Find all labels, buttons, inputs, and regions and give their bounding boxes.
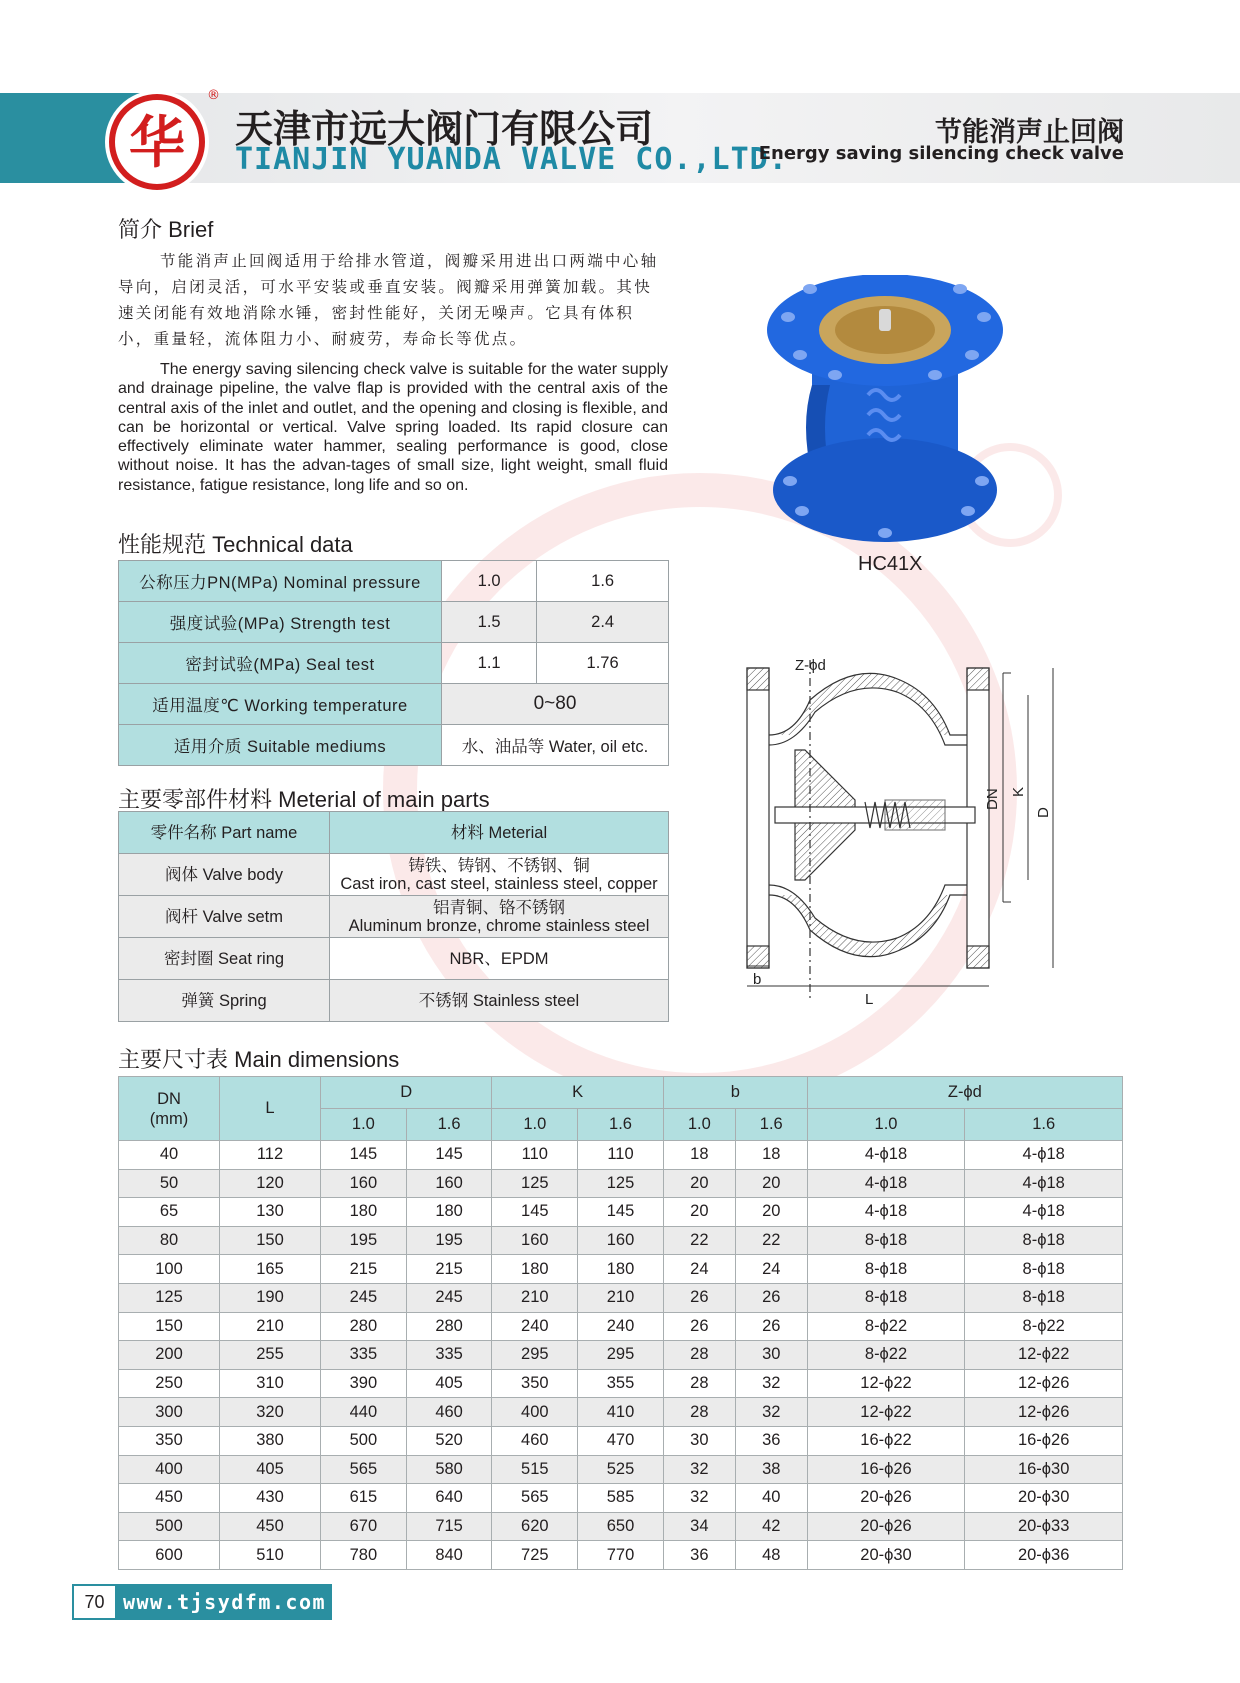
product-title-cn: 节能消声止回阀 [935,117,1124,148]
table-cell: 8-ϕ18 [965,1283,1123,1312]
dim-d: D [1035,807,1052,818]
table-cell: 280 [406,1312,492,1341]
table-cell: 380 [220,1426,321,1455]
table-cell: 40 [735,1484,807,1513]
table-cell: 320 [220,1398,321,1427]
table-cell: 210 [492,1283,578,1312]
table-cell: 16-ϕ26 [965,1426,1123,1455]
table-row [119,1198,1123,1227]
table-cell: 160 [492,1226,578,1255]
dim-l: L [865,991,874,1008]
table-cell: 335 [406,1341,492,1370]
technical-label: 适用温度℃ Working temperature [119,684,442,725]
table-cell: 26 [735,1312,807,1341]
table-cell: 42 [735,1512,807,1541]
table-cell: 585 [578,1484,664,1513]
table-cell: 30 [735,1341,807,1370]
table-cell: 350 [119,1426,220,1455]
table-cell: 12-ϕ22 [807,1398,965,1427]
table-cell: 515 [492,1455,578,1484]
table-cell: 255 [220,1341,321,1370]
table-cell: 112 [220,1141,321,1170]
table-cell: 620 [492,1512,578,1541]
table-cell: 4-ϕ18 [965,1141,1123,1170]
table-cell: 310 [220,1369,321,1398]
table-cell: 295 [578,1341,664,1370]
material-en: Cast iron, cast steel, stainless steel, copper [340,874,658,893]
table-row [119,1484,1123,1513]
material-cell [330,896,669,938]
material-cell: 不锈钢 Stainless steel [330,980,669,1022]
part-name: 阀杆 Valve setm [119,896,330,938]
table-cell: 405 [220,1455,321,1484]
header-pn: 1.6 [578,1109,664,1141]
table-cell: 110 [492,1141,578,1170]
table-cell: 400 [119,1455,220,1484]
table-cell: 150 [119,1312,220,1341]
table-row [119,1141,1123,1170]
material-cell: NBR、EPDM [330,938,669,980]
table-cell: 4-ϕ18 [807,1141,965,1170]
technical-value: 1.76 [537,643,669,684]
table-row [119,1255,1123,1284]
technical-value: 1.6 [537,561,669,602]
table-cell: 195 [321,1226,407,1255]
table-row [119,1426,1123,1455]
table-cell: 32 [663,1455,735,1484]
table-cell: 125 [492,1169,578,1198]
table-cell: 125 [119,1283,220,1312]
table-cell: 32 [663,1484,735,1513]
dim-b: b [753,971,762,988]
material-en: Aluminum bronze, chrome stainless steel [348,916,650,935]
table-cell: 160 [406,1169,492,1198]
table-row [119,725,669,766]
table-cell: 280 [321,1312,407,1341]
table-cell: 640 [406,1484,492,1513]
table-cell: 430 [220,1484,321,1513]
table-cell: 24 [663,1255,735,1284]
table-cell: 20 [735,1198,807,1227]
header-k: K [492,1077,663,1109]
table-header-row [119,1077,1123,1109]
table-cell: 28 [663,1398,735,1427]
table-cell: 215 [321,1255,407,1284]
table-row [119,1312,1123,1341]
table-cell: 8-ϕ18 [965,1255,1123,1284]
table-row [119,938,669,980]
material-header: 材料 Meterial [330,812,669,854]
technical-label: 适用介质 Suitable mediums [119,725,442,766]
table-cell: 715 [406,1512,492,1541]
brief-text-cn: 节能消声止回阀适用于给排水管道，阀瓣采用进出口两端中心轴导向，启闭灵活，可水平安装或垂直安装。阀瓣采用弹簧加载。其快速关闭能有效地消除水锤，密封性能好，关闭无噪声。它具有体积小，重量轻，流体阻力小、耐疲劳，寿命长等优点。 [118,252,659,348]
table-cell: 8-ϕ18 [965,1226,1123,1255]
table-cell: 130 [220,1198,321,1227]
table-row [119,643,669,684]
table-cell: 16-ϕ22 [807,1426,965,1455]
table-row [119,1369,1123,1398]
header-d: D [321,1077,492,1109]
table-cell: 470 [578,1426,664,1455]
table-cell: 160 [578,1226,664,1255]
logo-char: 华 [129,111,185,176]
header-pn: 1.6 [965,1109,1123,1141]
technical-table [118,560,669,766]
table-cell: 26 [663,1312,735,1341]
table-cell: 180 [321,1198,407,1227]
table-cell: 195 [406,1226,492,1255]
header-l: L [220,1077,321,1141]
dim-zd: Z-ϕd [795,657,826,674]
table-cell: 165 [220,1255,321,1284]
table-cell: 460 [492,1426,578,1455]
table-cell: 50 [119,1169,220,1198]
table-cell: 525 [578,1455,664,1484]
dimensions-body [119,1141,1123,1570]
table-cell: 38 [735,1455,807,1484]
table-cell: 20-ϕ26 [807,1484,965,1513]
table-cell: 20-ϕ26 [807,1512,965,1541]
table-cell: 28 [663,1369,735,1398]
brief-title: 简介 Brief [118,217,214,242]
part-name: 密封圈 Seat ring [119,938,330,980]
table-cell: 510 [220,1541,321,1570]
table-cell: 20-ϕ30 [965,1484,1123,1513]
table-cell: 48 [735,1541,807,1570]
table-cell: 300 [119,1398,220,1427]
material-cn: 铸铁、铸钢、不锈钢、铜 [408,856,590,875]
company-logo [103,88,211,196]
table-cell: 440 [321,1398,407,1427]
table-cell: 12-ϕ22 [807,1369,965,1398]
table-cell: 20-ϕ36 [965,1541,1123,1570]
material-cn: 铝青铜、铬不锈钢 [433,898,565,917]
header-pn: 1.0 [663,1109,735,1141]
table-row [119,1512,1123,1541]
header-pn: 1.0 [492,1109,578,1141]
table-cell: 355 [578,1369,664,1398]
table-row [119,980,669,1022]
table-cell: 4-ϕ18 [807,1169,965,1198]
table-row [119,1226,1123,1255]
header-pn: 1.6 [406,1109,492,1141]
table-cell: 8-ϕ18 [807,1255,965,1284]
table-cell: 600 [119,1541,220,1570]
table-cell: 80 [119,1226,220,1255]
table-cell: 350 [492,1369,578,1398]
table-cell: 295 [492,1341,578,1370]
table-cell: 125 [578,1169,664,1198]
table-row [119,1541,1123,1570]
table-cell: 150 [220,1226,321,1255]
registered-mark: ® [207,88,220,103]
table-cell: 460 [406,1398,492,1427]
table-cell: 565 [492,1484,578,1513]
table-cell: 22 [735,1226,807,1255]
table-cell: 8-ϕ22 [965,1312,1123,1341]
table-cell: 500 [321,1426,407,1455]
header-z: Z-ϕd [807,1077,1122,1109]
table-row [119,561,669,602]
technical-label: 公称压力PN(MPa) Nominal pressure [119,561,442,602]
table-cell: 840 [406,1541,492,1570]
table-cell: 100 [119,1255,220,1284]
table-cell: 110 [578,1141,664,1170]
table-cell: 190 [220,1283,321,1312]
table-cell: 8-ϕ18 [807,1226,965,1255]
table-row [119,1341,1123,1370]
technical-value: 1.1 [442,643,537,684]
table-cell: 4-ϕ18 [807,1198,965,1227]
header-dn-label: DN [157,1089,181,1108]
technical-value: 1.0 [442,561,537,602]
table-cell: 40 [119,1141,220,1170]
table-cell: 500 [119,1512,220,1541]
technical-label: 密封试验(MPa) Seal test [119,643,442,684]
table-cell: 26 [663,1283,735,1312]
header-dn-unit: (mm) [149,1109,189,1128]
table-cell: 16-ϕ30 [965,1455,1123,1484]
table-cell: 30 [663,1426,735,1455]
table-cell: 12-ϕ26 [965,1369,1123,1398]
table-cell: 390 [321,1369,407,1398]
website-url[interactable]: www.tjsydfm.com [117,1584,332,1620]
table-cell: 335 [321,1341,407,1370]
table-row [119,684,669,725]
table-row [119,896,669,938]
header-pn: 1.0 [321,1109,407,1141]
table-cell: 180 [406,1198,492,1227]
table-cell: 65 [119,1198,220,1227]
table-cell: 245 [321,1283,407,1312]
table-row [119,1283,1123,1312]
table-cell: 520 [406,1426,492,1455]
table-cell: 8-ϕ22 [807,1341,965,1370]
table-cell: 210 [220,1312,321,1341]
brief-text-en: The energy saving silencing check valve is suitable for the water supply and drainage pipeline, the valve flap is provided with the central axis of the central axis of the inlet and outlet, and the opening and closing is flexible, and can be horizontal or vertical. Valve spring loaded. Its rapid closure can effectively eliminate water hammer, sealing performance is good, close without noise. It has the advan-tages of small size, light weight, small fluid resistance, fatigue resistance, long life and so on. [118,361,668,494]
product-title-en: Energy saving silencing check valve [758,143,1124,164]
table-cell: 650 [578,1512,664,1541]
table-cell: 20-ϕ33 [965,1512,1123,1541]
table-cell: 240 [492,1312,578,1341]
table-cell: 770 [578,1541,664,1570]
technical-value: 1.5 [442,602,537,643]
table-cell: 580 [406,1455,492,1484]
table-row [119,1398,1123,1427]
table-cell: 670 [321,1512,407,1541]
table-cell: 400 [492,1398,578,1427]
table-cell: 26 [735,1283,807,1312]
dimensions-title: 主要尺寸表 Main dimensions [118,1047,400,1072]
table-cell: 405 [406,1369,492,1398]
table-cell: 12-ϕ26 [965,1398,1123,1427]
technical-label: 强度试验(MPa) Strength test [119,602,442,643]
dim-k: K [1010,786,1027,797]
table-cell: 210 [578,1283,664,1312]
technical-title: 性能规范 Technical data [118,532,353,557]
table-cell: 16-ϕ26 [807,1455,965,1484]
table-cell: 36 [735,1426,807,1455]
table-header-row [119,812,669,854]
company-name-en: TIANJIN YUANDA VALVE CO.,LTD. [235,142,788,177]
company-name-cn: 天津市远大阀门有限公司 [235,107,654,151]
table-cell: 215 [406,1255,492,1284]
table-cell: 20 [663,1169,735,1198]
table-cell: 32 [735,1369,807,1398]
table-cell: 12-ϕ22 [965,1341,1123,1370]
header-dn [119,1077,220,1141]
technical-value: 0~80 [442,684,669,725]
table-cell: 20-ϕ30 [807,1541,965,1570]
table-cell: 4-ϕ18 [965,1198,1123,1227]
table-cell: 200 [119,1341,220,1370]
table-cell: 180 [492,1255,578,1284]
table-cell: 20 [663,1198,735,1227]
header-b: b [663,1077,807,1109]
header-pn: 1.0 [807,1109,965,1141]
dimensions-table [118,1076,1123,1570]
table-cell: 565 [321,1455,407,1484]
table-cell: 180 [578,1255,664,1284]
table-cell: 8-ϕ22 [807,1312,965,1341]
table-row [119,854,669,896]
table-cell: 450 [220,1512,321,1541]
part-name: 弹簧 Spring [119,980,330,1022]
technical-value: 2.4 [537,602,669,643]
cross-section-drawing [735,640,1095,1015]
table-cell: 250 [119,1369,220,1398]
page-number: 70 [72,1584,117,1620]
valve-photo [760,275,1010,545]
table-cell: 4-ϕ18 [965,1169,1123,1198]
table-cell: 34 [663,1512,735,1541]
table-cell: 24 [735,1255,807,1284]
table-cell: 145 [406,1141,492,1170]
table-cell: 18 [735,1141,807,1170]
table-cell: 36 [663,1541,735,1570]
table-cell: 28 [663,1341,735,1370]
technical-value: 水、油品等 Water, oil etc. [442,725,669,766]
table-cell: 245 [406,1283,492,1312]
table-cell: 145 [578,1198,664,1227]
model-label: HC41X [858,553,923,575]
table-cell: 22 [663,1226,735,1255]
table-cell: 145 [321,1141,407,1170]
table-row [119,1455,1123,1484]
table-cell: 615 [321,1484,407,1513]
table-cell: 725 [492,1541,578,1570]
table-cell: 20 [735,1169,807,1198]
part-name-header: 零件名称 Part name [119,812,330,854]
part-name: 阀体 Valve body [119,854,330,896]
table-cell: 32 [735,1398,807,1427]
table-row [119,1169,1123,1198]
table-cell: 450 [119,1484,220,1513]
materials-title: 主要零部件材料 Meterial of main parts [118,787,490,812]
dim-dn: DN [984,788,1001,810]
table-cell: 240 [578,1312,664,1341]
table-cell: 160 [321,1169,407,1198]
table-cell: 410 [578,1398,664,1427]
materials-table [118,811,669,1022]
table-cell: 780 [321,1541,407,1570]
header-pn: 1.6 [735,1109,807,1141]
table-row [119,602,669,643]
table-cell: 145 [492,1198,578,1227]
table-cell: 8-ϕ18 [807,1283,965,1312]
material-cell [330,854,669,896]
table-cell: 18 [663,1141,735,1170]
table-cell: 120 [220,1169,321,1198]
